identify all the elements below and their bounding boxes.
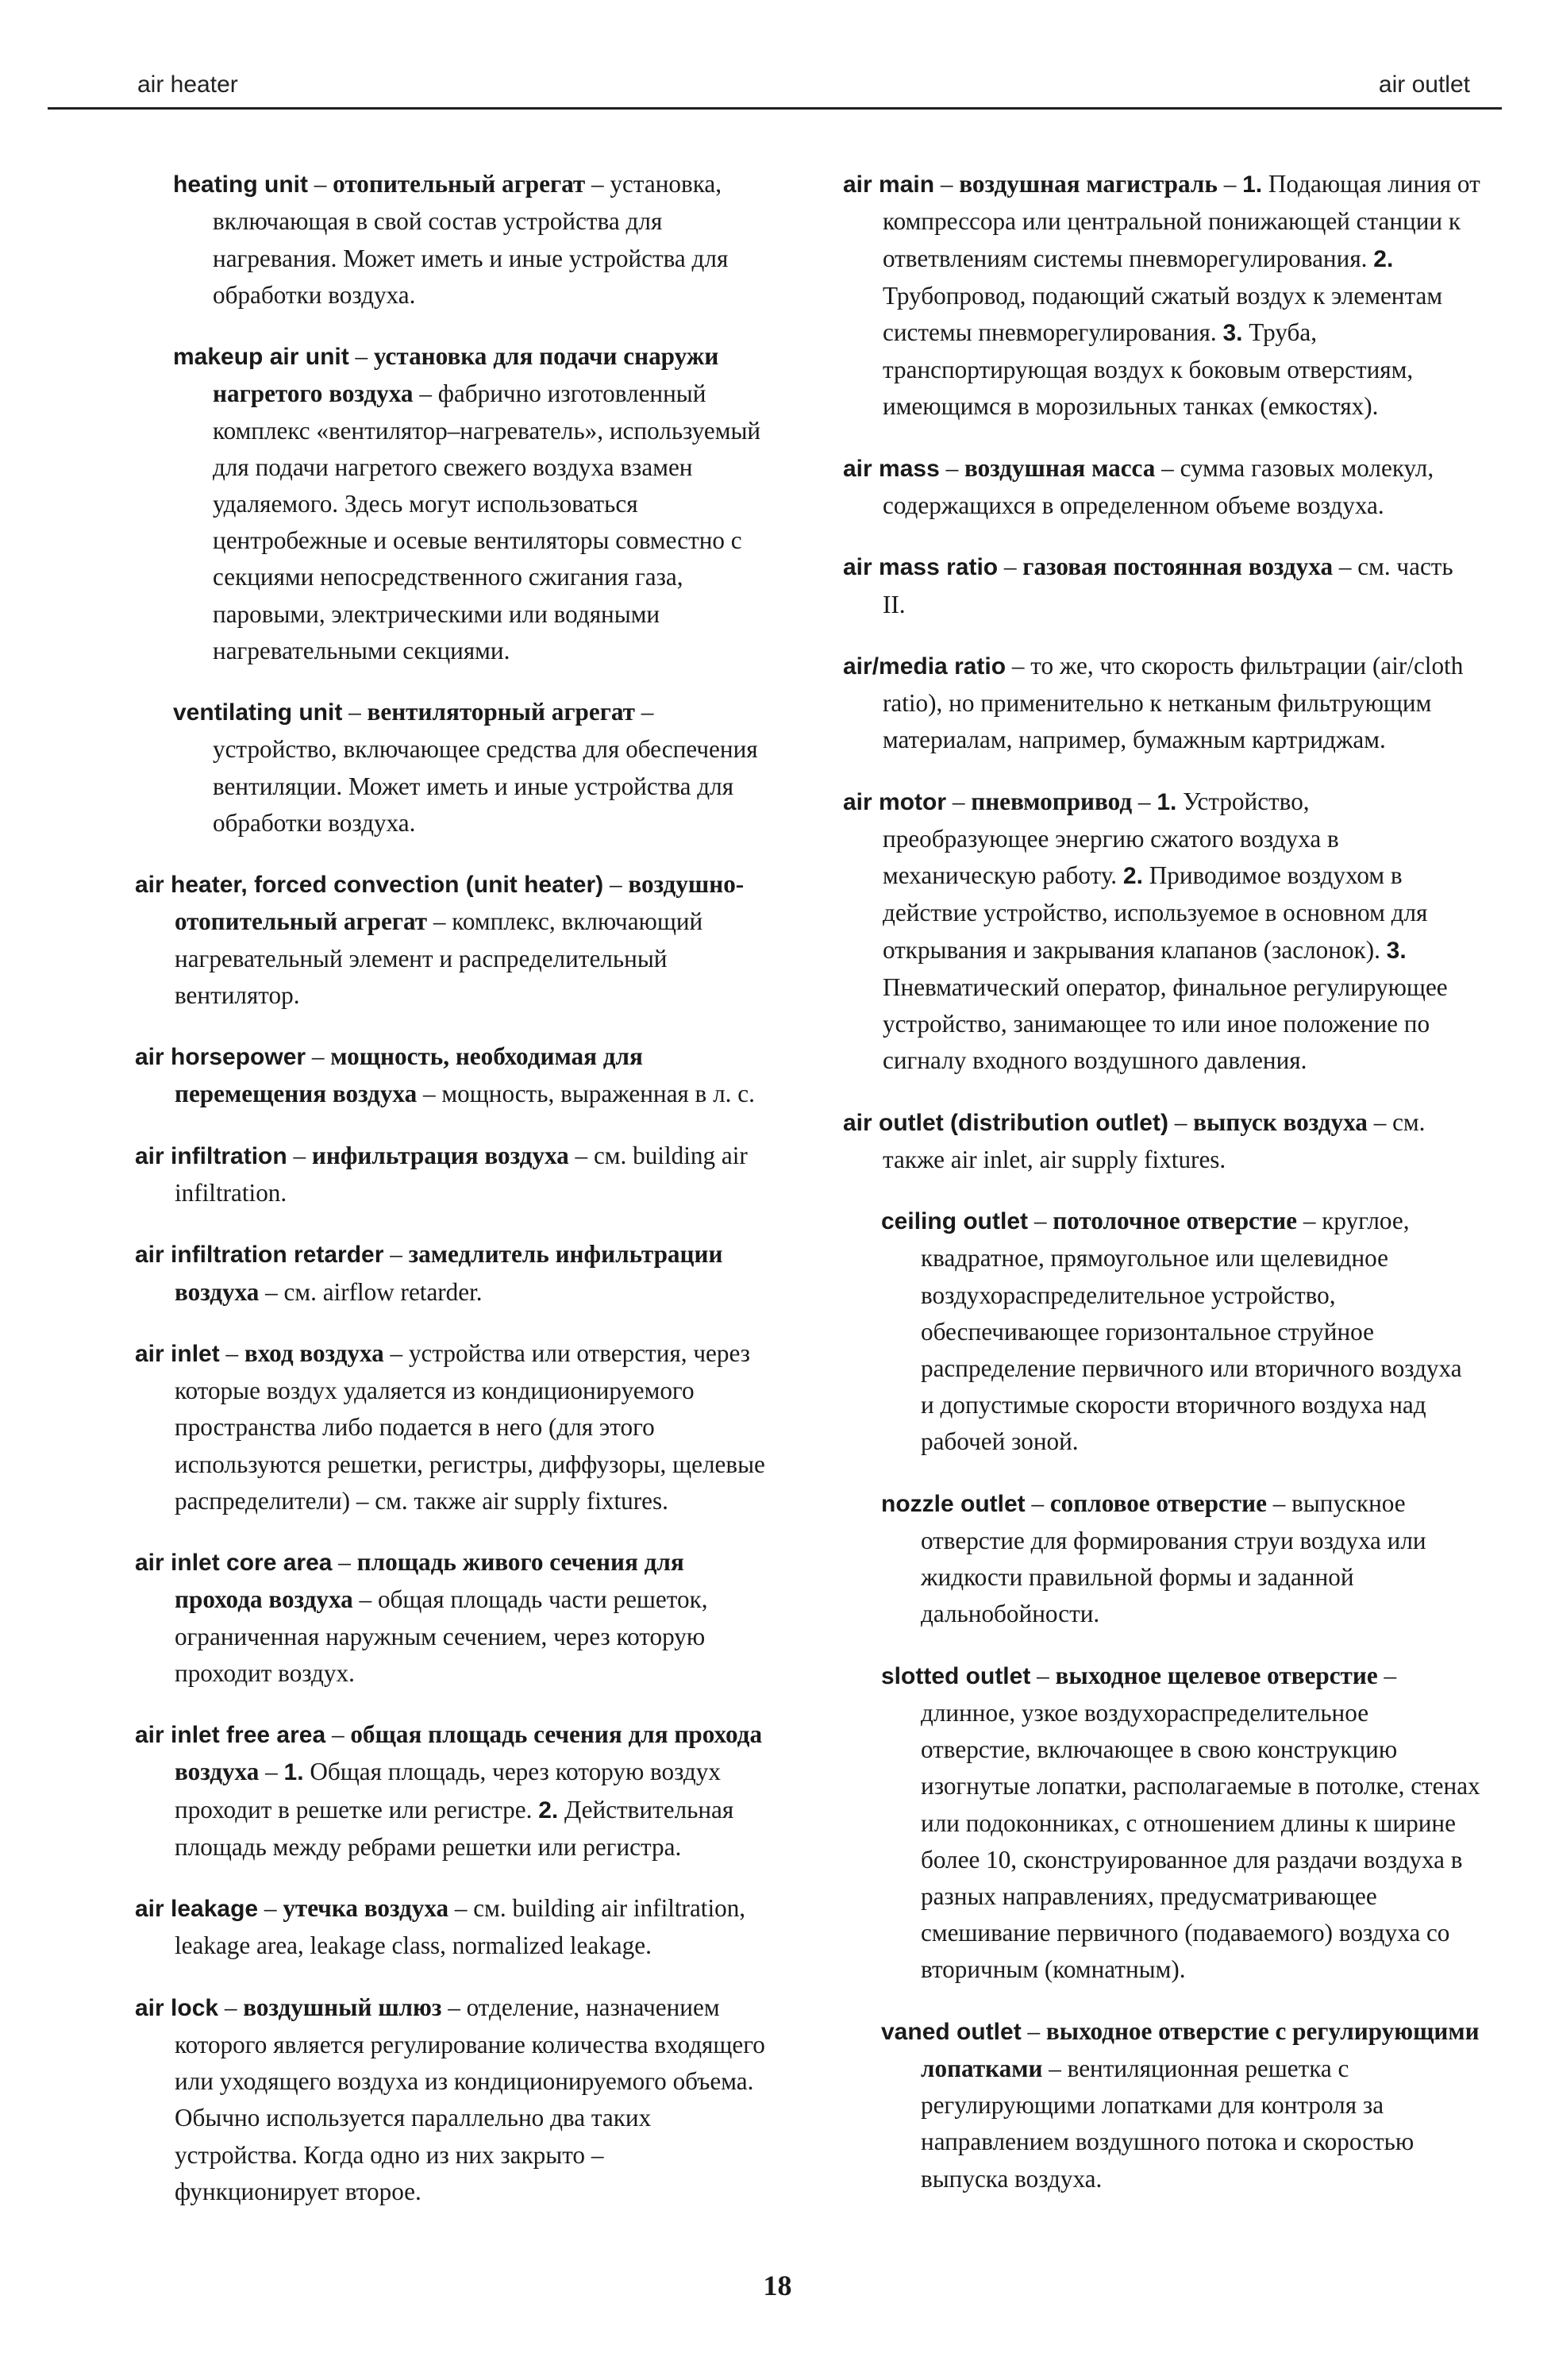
dictionary-entry: vaned outlet – выходное отверстие с регулирующими лопатками – вентиляционная решетка с регулирующими лопатками для контроля за направлением воздушного потока и скоростью выпуска воздуха. <box>881 2016 1480 2193</box>
dictionary-entry: air inlet free area – общая площадь сечения для прохода воздуха – 1. Общая площадь, через которую воздух проходит в решетке или регистре. 2. Действительная площадь между ребрами решетки или регистра. <box>135 1720 763 1861</box>
entry-term: makeup air unit <box>173 344 349 371</box>
entry-translation: сопловое отверстие <box>1049 1488 1267 1517</box>
dictionary-entry: air main – воздушная магистраль – 1. Подающая линия от компрессора или центральной понижающей станции к ответвлениям системы пневморегулирования. 2. Трубопровод, подающий сжатый воздух к элементам системы пневморегулирования. 3. Труба, транспортирующая воздух к боковым отверстиям, имеющимся в морозильных танках (емкостях). <box>843 170 1480 421</box>
entry-term: air mass ratio <box>843 554 999 581</box>
dictionary-entry: ventilating unit – вентиляторный агрегат – устройство, включающее средства для обеспечения вентиляции. Может иметь и иные устройства для обработки воздуха. <box>173 698 758 837</box>
sense-number: 2. <box>1122 863 1143 890</box>
entry-term: air main <box>843 171 935 198</box>
entry-term: air inlet core area <box>135 1550 333 1577</box>
sense-definition: Общая площадь, через которую воздух проходит в решетке или регистре. <box>175 1758 721 1824</box>
dictionary-entry: air motor – пневмопривод – 1. Устройство, преобразующее энергию сжатого воздуха в механическую работу. 2. Приводимое воздухом в действие устройство, используемое в основном для открывания и закрывания клапанов (заслонок). 3. Пневматический оператор, финальное регулирующее устройство, занимающее то или иное положение по сигналу входного воздушного давления. <box>843 787 1448 1075</box>
dictionary-entry: air infiltration retarder – замедлитель инфильтрации воздуха – см. airflow retarder. <box>135 1240 723 1306</box>
header-left-guide-word: air heater <box>137 71 238 98</box>
dictionary-entry: heating unit – отопительный агрегат – установка, включающая в свой состав устройства для нагревания. Может иметь и иные устройства для обработки воздуха. <box>173 170 729 309</box>
entry-term: air horsepower <box>135 1044 306 1071</box>
sense-definition: Приводимое воздухом в действие устройство, используемое в основном для открывания и закрывания клапанов (заслонок). <box>883 861 1428 964</box>
sense-definition: Устройство, преобразующее энергию сжатого воздуха в механическую работу. <box>883 787 1339 890</box>
entry-translation: воздушная магистраль <box>959 170 1218 198</box>
entry-term: air inlet <box>135 1340 220 1367</box>
entry-translation: пневмопривод <box>971 787 1133 815</box>
dictionary-entry: makeup air unit – установка для подачи снаружи нагретого воздуха – фабрично изготовленный комплекс «вентилятор–нагреватель», используемый для подачи нагретого свежего воздуха взамен удаляемого. Здесь могут использоваться центробежные и осевые вентиляторы совместно с секциями непосредственного сжигания газа, паровыми, электрическими или водяными нагревательными секциями. <box>173 342 761 664</box>
entry-term: vaned outlet <box>881 2018 1022 2045</box>
entry-translation: вход воздуха <box>244 1338 384 1367</box>
entry-definition: круглое, квадратное, прямоугольное или щелевидное воздухораспределительное устройство, обеспечивающее горизонтальное струйное распределение первичного или вторичного воздуха и допустимые скорости вторичного воздуха над рабочей зоной. <box>921 1207 1462 1456</box>
dictionary-entry: air heater, forced convection (unit heater) – воздушно-отопительный агрегат – комплекс, включающий нагревательный элемент и распределительный вентилятор. <box>135 870 745 1009</box>
entry-definition: вентиляционная решетка с регулирующими лопатками для контроля за направлением воздушного потока и скоростью выпуска воздуха. <box>921 2055 1415 2193</box>
entry-definition: сумма газовых молекул, содержащихся в определенном объеме воздуха. <box>883 453 1434 519</box>
entry-definition: выпускное отверстие для формирования струи воздуха или жидкости правильной формы и заданной дальнобойности. <box>921 1488 1426 1628</box>
dictionary-entry: air horsepower – мощность, необходимая для перемещения воздуха – мощность, выраженная в л. с. <box>135 1042 755 1108</box>
entry-translation: мощность, необходимая для перемещения воздуха <box>175 1042 643 1108</box>
entry-term: air leakage <box>135 1896 259 1923</box>
sense-definition: Труба, транспортирующая воздух к боковым отверстиям, имеющимся в морозильных танках (емкостях). <box>883 318 1414 421</box>
entry-translation: воздушный шлюз <box>243 1993 442 2021</box>
dictionary-entry: ceiling outlet – потолочное отверстие – круглое, квадратное, прямоугольное или щелевидное воздухораспределительное устройство, обеспечивающее горизонтальное струйное распределение первичного или вторичного воздуха и допустимые скорости вторичного воздуха над рабочей зоной. <box>881 1207 1462 1456</box>
entry-definition: см. building air infiltration. <box>175 1141 748 1207</box>
entry-definition: см. airflow retarder. <box>283 1277 483 1306</box>
entry-translation: воздушно-отопительный агрегат <box>175 870 745 936</box>
entry-translation: установка для подачи снаружи нагретого воздуха <box>213 342 719 408</box>
dictionary-entry: air/media ratio – то же, что скорость фильтрации (air/cloth ratio), но применительно к нетканым фильтрующим материалам, например, бумажным картриджам. <box>843 651 1464 754</box>
entry-term: air heater, forced convection (unit heater) <box>135 872 604 899</box>
entry-definition: мощность, выраженная в л. с. <box>441 1080 755 1108</box>
entry-translation: выходное отверстие с регулирующими лопатками <box>921 2016 1480 2083</box>
entry-term: air inlet free area <box>135 1722 326 1749</box>
sense-definition: Действительная площадь между ребрами решетки или регистра. <box>175 1795 734 1861</box>
page-number: 18 <box>763 2270 792 2301</box>
entry-definition: устройство, включающее средства для обеспечения вентиляции. Может иметь и иные устройства для обработки воздуха. <box>213 735 758 837</box>
entry-definition: комплекс, включающий нагревательный элемент и распределительный вентилятор. <box>175 907 703 1009</box>
dictionary-entry: air leakage – утечка воздуха – см. building air infiltration, leakage area, leakage class, normalized leakage. <box>135 1894 746 1960</box>
dictionary-entry: nozzle outlet – сопловое отверстие – выпускное отверстие для формирования струи воздуха или жидкости правильной формы и заданной дальнобойности. <box>881 1488 1426 1628</box>
entry-definition: отделение, назначением которого является регулирование количества входящего или уходящего воздуха из кондиционируемого объема. Обычно используется параллельно два таких устройства. Когда одно из них закрыто – функционирует второе. <box>175 1993 765 2205</box>
dictionary-entry: air mass – воздушная масса – сумма газовых молекул, содержащихся в определенном объеме воздуха. <box>843 453 1434 519</box>
entry-definition: см. building air infiltration, leakage area, leakage class, normalized leakage. <box>175 1894 746 1960</box>
sense-number: 1. <box>1242 171 1263 198</box>
entry-term: air infiltration retarder <box>135 1242 384 1269</box>
header-right-guide-word: air outlet <box>1378 71 1470 98</box>
left-column <box>135 141 766 2222</box>
dictionary-entry: air inlet – вход воздуха – устройства или отверстия, через которые воздух удаляется из кондиционируемого пространства либо подается в него (для этого используются решетки, регистры, диффузоры, щелевые распределители) – см. также air supply fixtures. <box>135 1338 765 1515</box>
dictionary-entry: air mass ratio – газовая постоянная воздуха – см. часть II. <box>843 553 1453 618</box>
entry-translation: газовая постоянная воздуха <box>1022 553 1334 581</box>
sense-number: 2. <box>1373 245 1394 272</box>
entry-term: air infiltration <box>135 1142 287 1169</box>
dictionary-entry: air outlet (distribution outlet) – выпуск воздуха – см. также air inlet, air supply fixtures. <box>843 1107 1426 1173</box>
entry-definition: фабрично изготовленный комплекс «вентилятор–нагреватель», используемый для подачи нагретого свежего воздуха взамен удаляемого. Здесь могут использоваться центробежные и осевые вентиляторы совместно с секциями непосредственного сжигания газа, паровыми, электрическими или водяными нагревательными секциями. <box>213 379 761 664</box>
entry-translation: вентиляторный агрегат <box>367 698 635 726</box>
entry-term: slotted outlet <box>881 1662 1031 1689</box>
header-rule <box>48 107 1502 110</box>
entry-term: heating unit <box>173 171 308 198</box>
entry-translation: отопительный агрегат <box>333 170 586 198</box>
entry-definition: установка, включающая в свой состав устройства для нагревания. Может иметь и иные устройства для обработки воздуха. <box>213 170 729 309</box>
entry-translation: утечка воздуха <box>283 1894 449 1923</box>
sense-definition: Трубопровод, подающий сжатый воздух к элементам системы пневморегулирования. <box>883 281 1443 346</box>
entry-definition: см. часть II. <box>883 553 1453 618</box>
entry-definition: то же, что скорость фильтрации (air/cloth ratio), но применительно к нетканым фильтрующим материалам, например, бумажным картриджам. <box>883 651 1464 754</box>
entry-translation: выходное щелевое отверстие <box>1055 1661 1378 1689</box>
sense-number: 1. <box>1157 788 1177 815</box>
entry-term: ceiling outlet <box>881 1208 1029 1235</box>
dictionary-entry: air lock – воздушный шлюз – отделение, назначением которого является регулирование количества входящего или уходящего воздуха из кондиционируемого объема. Обычно используется параллельно два таких устройства. Когда одно из них закрыто – функционирует второе. <box>135 1993 765 2205</box>
right-column <box>843 141 1480 2209</box>
entry-translation: площадь живого сечения для прохода воздуха <box>175 1548 684 1614</box>
dictionary-entry: slotted outlet – выходное щелевое отверстие – длинное, узкое воздухораспределительное отверстие, включающее в свою конструкцию изогнутые лопатки, располагаемые в потолке, стенах или подоконниках, с отношением длины к ширине более 10, сконструированное для раздачи воздуха в разных направлениях, предусматривающее смешивание первичного (подаваемого) воздуха со вторичным (комнатным). <box>881 1661 1480 1984</box>
entry-definition: общая площадь части решеток, ограниченная наружным сечением, через которую проходит воздух. <box>175 1585 708 1687</box>
sense-number: 3. <box>1386 937 1407 964</box>
entry-term: air/media ratio <box>843 653 1007 680</box>
sense-definition: Пневматический оператор, финальное регулирующее устройство, занимающее то или иное положение по сигналу входного воздушного давления. <box>883 972 1448 1075</box>
dictionary-entry: air inlet core area – площадь живого сечения для прохода воздуха – общая площадь части решеток, ограниченная наружным сечением, через которую проходит воздух. <box>135 1548 708 1687</box>
sense-number: 2. <box>538 1797 559 1824</box>
sense-number: 3. <box>1222 320 1243 346</box>
entry-translation: выпуск воздуха <box>1193 1107 1368 1136</box>
entry-definition: устройства или отверстия, через которые воздух удаляется из кондиционируемого пространства либо подается в него (для этого используются решетки, регистры, диффузоры, щелевые распределители) – см. также air supply fixtures. <box>175 1338 765 1515</box>
entry-translation: общая площадь сечения для прохода воздуха <box>175 1720 763 1786</box>
entry-translation: инфильтрация воздуха <box>311 1141 569 1169</box>
entry-term: air motor <box>843 788 947 815</box>
entry-term: nozzle outlet <box>881 1490 1026 1517</box>
sense-number: 1. <box>283 1759 304 1786</box>
entry-term: ventilating unit <box>173 699 343 726</box>
sense-definition: Подающая линия от компрессора или центральной понижающей станции к ответвлениям системы пневморегулирования. <box>883 170 1480 272</box>
entry-term: air mass <box>843 455 940 482</box>
entry-translation: потолочное отверстие <box>1053 1207 1298 1235</box>
entry-definition: см. также air inlet, air supply fixtures. <box>883 1107 1426 1173</box>
entry-term: air lock <box>135 1994 219 2021</box>
entry-term: air outlet (distribution outlet) <box>843 1109 1168 1136</box>
entry-translation: замедлитель инфильтрации воздуха <box>175 1240 723 1306</box>
entry-translation: воздушная масса <box>964 453 1156 482</box>
dictionary-entry: air infiltration – инфильтрация воздуха – см. building air infiltration. <box>135 1141 748 1207</box>
entry-definition: длинное, узкое воздухораспределительное отверстие, включающее в свою конструкцию изогнутые лопатки, располагаемые в потолке, стенах или подоконниках, с отношением длины к ширине более 10, сконструированное для раздачи воздуха в разных направлениях, предусматривающее смешивание первичного (подаваемого) воздуха со вторичным (комнатным). <box>921 1699 1480 1984</box>
